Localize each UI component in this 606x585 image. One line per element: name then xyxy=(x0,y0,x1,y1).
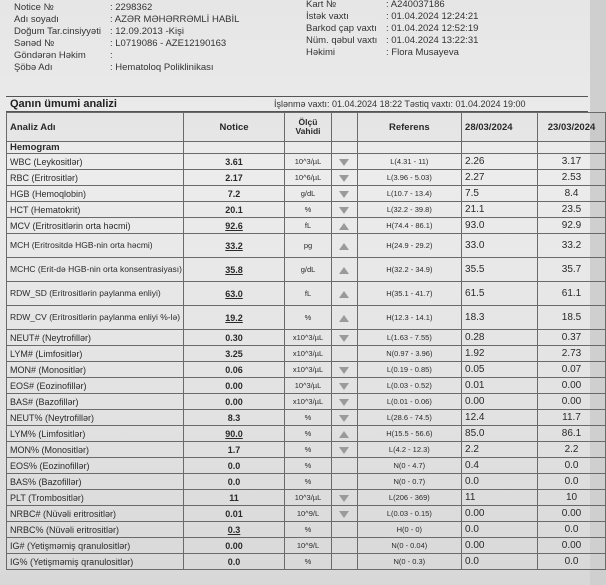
previous-value-1: 11 xyxy=(462,490,538,506)
table-row xyxy=(7,362,606,378)
sender-label: Göndərən Həkim xyxy=(14,50,86,61)
previous-value-1: 21.1 xyxy=(462,202,538,218)
report-dates: İşlənmə vaxtı: 01.04.2024 18:22 Təstiq vaxtı: 01.04.2024 19:00 xyxy=(274,99,526,109)
table-row xyxy=(7,202,606,218)
analysis-value: 1.7 xyxy=(184,442,284,458)
table-row xyxy=(7,522,606,538)
trend-arrow xyxy=(332,362,357,378)
analysis-value: 0.30 xyxy=(184,330,284,346)
analysis-value: 3.25 xyxy=(184,346,284,362)
table-header-row xyxy=(7,113,606,142)
sender-value: : xyxy=(110,50,113,61)
analysis-value: 19.2 xyxy=(184,306,284,330)
previous-value-1: 0.0 xyxy=(462,554,538,570)
trend-arrow xyxy=(332,522,357,538)
table-row xyxy=(7,554,606,570)
previous-value-2: 86.1 xyxy=(538,426,606,442)
table-row xyxy=(7,442,606,458)
trend-arrow xyxy=(332,394,357,410)
doctor-label: Həkimi xyxy=(306,47,336,58)
table-row xyxy=(7,234,606,258)
analysis-name: IG# (Yetişməmiş qranulositlər) xyxy=(7,538,184,554)
previous-value-1: 0.01 xyxy=(462,378,538,394)
trend-arrow xyxy=(332,474,357,490)
trend-arrow xyxy=(332,154,357,170)
analysis-reference: L(1.63 - 7.55) xyxy=(357,330,461,346)
previous-value-1: 0.4 xyxy=(462,458,538,474)
analysis-unit: x10^3/µL xyxy=(284,346,332,362)
arrow-down-icon xyxy=(339,335,349,342)
analysis-name: IG% (Yetişməmiş qranulositlər) xyxy=(7,554,184,570)
previous-value-1: 0.28 xyxy=(462,330,538,346)
trend-arrow xyxy=(332,378,357,394)
trend-arrow xyxy=(332,442,357,458)
table-row xyxy=(7,258,606,282)
analysis-name: MCH (Eritrositdə HGB-nin orta həcmi) xyxy=(7,234,184,258)
previous-value-1: 33.0 xyxy=(462,234,538,258)
table-row xyxy=(7,426,606,442)
trend-arrow xyxy=(332,426,357,442)
arrow-up-icon xyxy=(339,291,349,298)
table-row xyxy=(7,282,606,306)
analysis-value: 0.01 xyxy=(184,506,284,522)
analysis-reference: N(0 - 0.7) xyxy=(357,474,461,490)
name-value: : AZƏR MƏHƏRRƏMLİ HABİL xyxy=(110,14,240,25)
arrow-down-icon xyxy=(339,159,349,166)
analysis-unit: fL xyxy=(284,218,332,234)
table-row xyxy=(7,154,606,170)
trend-arrow xyxy=(332,234,357,258)
previous-value-1: 85.0 xyxy=(462,426,538,442)
previous-value-1: 2.26 xyxy=(462,154,538,170)
analysis-unit: 10^9/L xyxy=(284,506,332,522)
analysis-reference: H(35.1 - 41.7) xyxy=(357,282,461,306)
analysis-unit: % xyxy=(284,458,332,474)
dob-label: Doğum Tar.cinsiyyəti xyxy=(14,26,101,37)
analysis-unit: 10^3/µL xyxy=(284,490,332,506)
section-label: Hemogram xyxy=(7,142,184,154)
report-title: Qanın ümumi analizi xyxy=(10,98,117,110)
analysis-reference: L(0.19 - 0.85) xyxy=(357,362,461,378)
analysis-name: RBC (Eritrositlər) xyxy=(7,170,184,186)
analysis-reference: H(32.2 - 34.9) xyxy=(357,258,461,282)
trend-arrow xyxy=(332,202,357,218)
analysis-value: 0.0 xyxy=(184,554,284,570)
arrow-down-icon xyxy=(339,175,349,182)
previous-value-2: 0.00 xyxy=(538,538,606,554)
analysis-value: 11 xyxy=(184,490,284,506)
previous-value-1: 2.2 xyxy=(462,442,538,458)
trend-arrow xyxy=(332,490,357,506)
arrow-down-icon xyxy=(339,415,349,422)
arrow-up-icon xyxy=(339,267,349,274)
dob-value: : 12.09.2013 -Kişi xyxy=(110,26,184,37)
previous-value-2: 0.37 xyxy=(538,330,606,346)
analysis-reference: L(3.96 - 5.03) xyxy=(357,170,461,186)
analysis-name: NEUT% (Neytrofillər) xyxy=(7,410,184,426)
analysis-unit: g/dL xyxy=(284,258,332,282)
analysis-name: PLT (Trombositlər) xyxy=(7,490,184,506)
request-value: : 01.04.2024 12:24:21 xyxy=(386,11,479,22)
analysis-value: 3.61 xyxy=(184,154,284,170)
table-row xyxy=(7,186,606,202)
analysis-unit: % xyxy=(284,442,332,458)
analysis-name: EOS% (Eozinofillər) xyxy=(7,458,184,474)
previous-value-1: 0.00 xyxy=(462,538,538,554)
analysis-name: NRBC% (Nüvəli eritrositlər) xyxy=(7,522,184,538)
analysis-reference: N(0.97 - 3.96) xyxy=(357,346,461,362)
analysis-reference: H(0 - 0) xyxy=(357,522,461,538)
analysis-reference: H(12.3 - 14.1) xyxy=(357,306,461,330)
analysis-unit: % xyxy=(284,306,332,330)
barcode-value: : 01.04.2024 12:52:19 xyxy=(386,23,479,34)
barcode-label: Barkod çap vaxtı xyxy=(306,23,377,34)
table-row xyxy=(7,394,606,410)
sample-value: : 01.04.2024 13:22:31 xyxy=(386,35,479,46)
analysis-reference: H(24.9 - 29.2) xyxy=(357,234,461,258)
arrow-down-icon xyxy=(339,191,349,198)
previous-value-2: 0.00 xyxy=(538,506,606,522)
trend-arrow xyxy=(332,306,357,330)
name-label: Adı soyadı xyxy=(14,14,59,25)
sample-label: Nüm. qəbul vaxtı xyxy=(306,35,378,46)
analysis-value: 63.0 xyxy=(184,282,284,306)
analysis-name: RDW_SD (Eritrositlərin paylanma enliyi) xyxy=(7,282,184,306)
report-title-row xyxy=(6,96,588,112)
analysis-name: MON# (Monositlər) xyxy=(7,362,184,378)
arrow-up-icon xyxy=(339,243,349,250)
table-row xyxy=(7,346,606,362)
section-row xyxy=(7,142,606,154)
analysis-reference: L(0.01 - 0.06) xyxy=(357,394,461,410)
previous-value-1: 93.0 xyxy=(462,218,538,234)
trend-arrow xyxy=(332,554,357,570)
previous-value-2: 2.2 xyxy=(538,442,606,458)
analysis-reference: H(15.5 - 56.6) xyxy=(357,426,461,442)
analysis-value: 0.0 xyxy=(184,474,284,490)
notice-value: : 2298362 xyxy=(110,2,153,13)
header-date-1: 28/03/2024 xyxy=(462,113,538,142)
previous-value-2: 11.7 xyxy=(538,410,606,426)
previous-value-2: 10 xyxy=(538,490,606,506)
header-date-2: 23/03/2024 xyxy=(538,113,606,142)
previous-value-2: 0.00 xyxy=(538,378,606,394)
analysis-reference: L(28.6 - 74.5) xyxy=(357,410,461,426)
analysis-reference: N(0 - 0.04) xyxy=(357,538,461,554)
previous-value-1: 35.5 xyxy=(462,258,538,282)
analysis-value: 0.00 xyxy=(184,378,284,394)
analysis-value: 90.0 xyxy=(184,426,284,442)
table-row xyxy=(7,306,606,330)
analysis-unit: pg xyxy=(284,234,332,258)
table-row xyxy=(7,490,606,506)
trend-arrow xyxy=(332,506,357,522)
analysis-value: 92.6 xyxy=(184,218,284,234)
analysis-unit: % xyxy=(284,554,332,570)
analysis-unit: % xyxy=(284,410,332,426)
previous-value-2: 0.0 xyxy=(538,554,606,570)
trend-arrow xyxy=(332,538,357,554)
analysis-value: 8.3 xyxy=(184,410,284,426)
trend-arrow xyxy=(332,458,357,474)
trend-arrow xyxy=(332,410,357,426)
analysis-value: 2.17 xyxy=(184,170,284,186)
arrow-down-icon xyxy=(339,207,349,214)
analysis-name: LYM# (Limfositlər) xyxy=(7,346,184,362)
analysis-value: 35.8 xyxy=(184,258,284,282)
table-row xyxy=(7,458,606,474)
arrow-down-icon xyxy=(339,399,349,406)
trend-arrow xyxy=(332,282,357,306)
arrow-down-icon xyxy=(339,367,349,374)
trend-arrow xyxy=(332,170,357,186)
previous-value-2: 0.00 xyxy=(538,394,606,410)
analysis-unit: x10^3/µL xyxy=(284,362,332,378)
previous-value-2: 61.1 xyxy=(538,282,606,306)
notice-label: Notice № xyxy=(14,2,54,13)
analysis-unit: 10^3/µL xyxy=(284,378,332,394)
trend-arrow xyxy=(332,218,357,234)
analysis-unit: g/dL xyxy=(284,186,332,202)
dept-value: : Hematoloq Poliklinikası xyxy=(110,62,214,73)
header-unit: Ölçü Vahidi xyxy=(284,113,332,142)
analysis-value: 0.00 xyxy=(184,538,284,554)
analysis-unit: % xyxy=(284,202,332,218)
results-table xyxy=(6,112,606,570)
arrow-down-icon xyxy=(339,495,349,502)
analysis-name: NEUT# (Neytrofillər) xyxy=(7,330,184,346)
trend-arrow xyxy=(332,258,357,282)
arrow-down-icon xyxy=(339,447,349,454)
previous-value-2: 92.9 xyxy=(538,218,606,234)
analysis-value: 33.2 xyxy=(184,234,284,258)
analysis-name: LYM% (Limfositlər) xyxy=(7,426,184,442)
analysis-name: WBC (Leykositlər) xyxy=(7,154,184,170)
header-ref: Referens xyxy=(357,113,461,142)
analysis-unit: 10^6/µL xyxy=(284,170,332,186)
analysis-value: 0.3 xyxy=(184,522,284,538)
analysis-reference: L(4.2 - 12.3) xyxy=(357,442,461,458)
analysis-name: NRBC# (Nüvəli eritrositlər) xyxy=(7,506,184,522)
previous-value-1: 2.27 xyxy=(462,170,538,186)
analysis-reference: L(206 - 369) xyxy=(357,490,461,506)
card-value: : A240037186 xyxy=(386,0,445,10)
table-row xyxy=(7,410,606,426)
analysis-value: 20.1 xyxy=(184,202,284,218)
previous-value-1: 0.00 xyxy=(462,394,538,410)
table-row xyxy=(7,170,606,186)
analysis-value: 0.00 xyxy=(184,394,284,410)
card-label: Kart № xyxy=(306,0,337,10)
analysis-unit: % xyxy=(284,426,332,442)
previous-value-2: 33.2 xyxy=(538,234,606,258)
header-arrow xyxy=(332,113,357,142)
table-row xyxy=(7,378,606,394)
previous-value-2: 0.0 xyxy=(538,474,606,490)
doctor-value: : Flora Musayeva xyxy=(386,47,459,58)
previous-value-1: 12.4 xyxy=(462,410,538,426)
analysis-name: HCT (Hematokrit) xyxy=(7,202,184,218)
analysis-unit: x10^3/µL xyxy=(284,394,332,410)
previous-value-2: 23.5 xyxy=(538,202,606,218)
previous-value-2: 2.53 xyxy=(538,170,606,186)
previous-value-2: 0.0 xyxy=(538,522,606,538)
previous-value-1: 7.5 xyxy=(462,186,538,202)
header-value: Notice xyxy=(184,113,284,142)
previous-value-2: 18.5 xyxy=(538,306,606,330)
analysis-name: EOS# (Eozinofillər) xyxy=(7,378,184,394)
previous-value-2: 0.0 xyxy=(538,458,606,474)
trend-arrow xyxy=(332,186,357,202)
analysis-value: 0.0 xyxy=(184,458,284,474)
request-label: İstək vaxtı xyxy=(306,11,349,22)
analysis-reference: H(74.4 - 86.1) xyxy=(357,218,461,234)
arrow-up-icon xyxy=(339,223,349,230)
previous-value-2: 0.07 xyxy=(538,362,606,378)
analysis-unit: 10^3/µL xyxy=(284,154,332,170)
analysis-reference: N(0 - 4.7) xyxy=(357,458,461,474)
analysis-name: HGB (Hemoqlobin) xyxy=(7,186,184,202)
previous-value-2: 8.4 xyxy=(538,186,606,202)
analysis-value: 7.2 xyxy=(184,186,284,202)
analysis-reference: L(0.03 - 0.15) xyxy=(357,506,461,522)
previous-value-2: 3.17 xyxy=(538,154,606,170)
table-row xyxy=(7,218,606,234)
analysis-unit: % xyxy=(284,522,332,538)
analysis-unit: 10^9/L xyxy=(284,538,332,554)
previous-value-1: 0.0 xyxy=(462,522,538,538)
analysis-reference: L(10.7 - 13.4) xyxy=(357,186,461,202)
header-name: Analiz Adı xyxy=(7,113,184,142)
analysis-reference: N(0 - 0.3) xyxy=(357,554,461,570)
analysis-name: MCV (Eritrositlərin orta həcmi) xyxy=(7,218,184,234)
dept-label: Şöbə Adı xyxy=(14,62,53,73)
previous-value-1: 0.00 xyxy=(462,506,538,522)
analysis-reference: L(32.2 - 39.8) xyxy=(357,202,461,218)
previous-value-1: 1.92 xyxy=(462,346,538,362)
trend-arrow xyxy=(332,330,357,346)
analysis-name: MON% (Monositlər) xyxy=(7,442,184,458)
arrow-up-icon xyxy=(339,315,349,322)
table-row xyxy=(7,538,606,554)
analysis-name: BAS# (Bazofillər) xyxy=(7,394,184,410)
analysis-name: BAS% (Bazofillər) xyxy=(7,474,184,490)
analysis-unit: % xyxy=(284,474,332,490)
previous-value-1: 18.3 xyxy=(462,306,538,330)
previous-value-2: 2.73 xyxy=(538,346,606,362)
previous-value-1: 0.0 xyxy=(462,474,538,490)
analysis-value: 0.06 xyxy=(184,362,284,378)
analysis-unit: x10^3/µL xyxy=(284,330,332,346)
table-row xyxy=(7,330,606,346)
trend-arrow xyxy=(332,346,357,362)
table-row xyxy=(7,506,606,522)
previous-value-1: 0.05 xyxy=(462,362,538,378)
analysis-reference: L(0.03 - 0.52) xyxy=(357,378,461,394)
arrow-down-icon xyxy=(339,383,349,390)
analysis-reference: L(4.31 - 11) xyxy=(357,154,461,170)
arrow-up-icon xyxy=(339,431,349,438)
previous-value-1: 61.5 xyxy=(462,282,538,306)
analysis-unit: fL xyxy=(284,282,332,306)
previous-value-2: 35.7 xyxy=(538,258,606,282)
arrow-down-icon xyxy=(339,511,349,518)
doc-value: : L0719086 - AZE12190163 xyxy=(110,38,227,49)
doc-label: Sənəd № xyxy=(14,38,55,49)
analysis-name: RDW_CV (Eritrositlərin paylanma enliyi %-lə) xyxy=(7,306,184,330)
analysis-name: MCHC (Erit-də HGB-nin orta konsentrasiyası) xyxy=(7,258,184,282)
table-row xyxy=(7,474,606,490)
